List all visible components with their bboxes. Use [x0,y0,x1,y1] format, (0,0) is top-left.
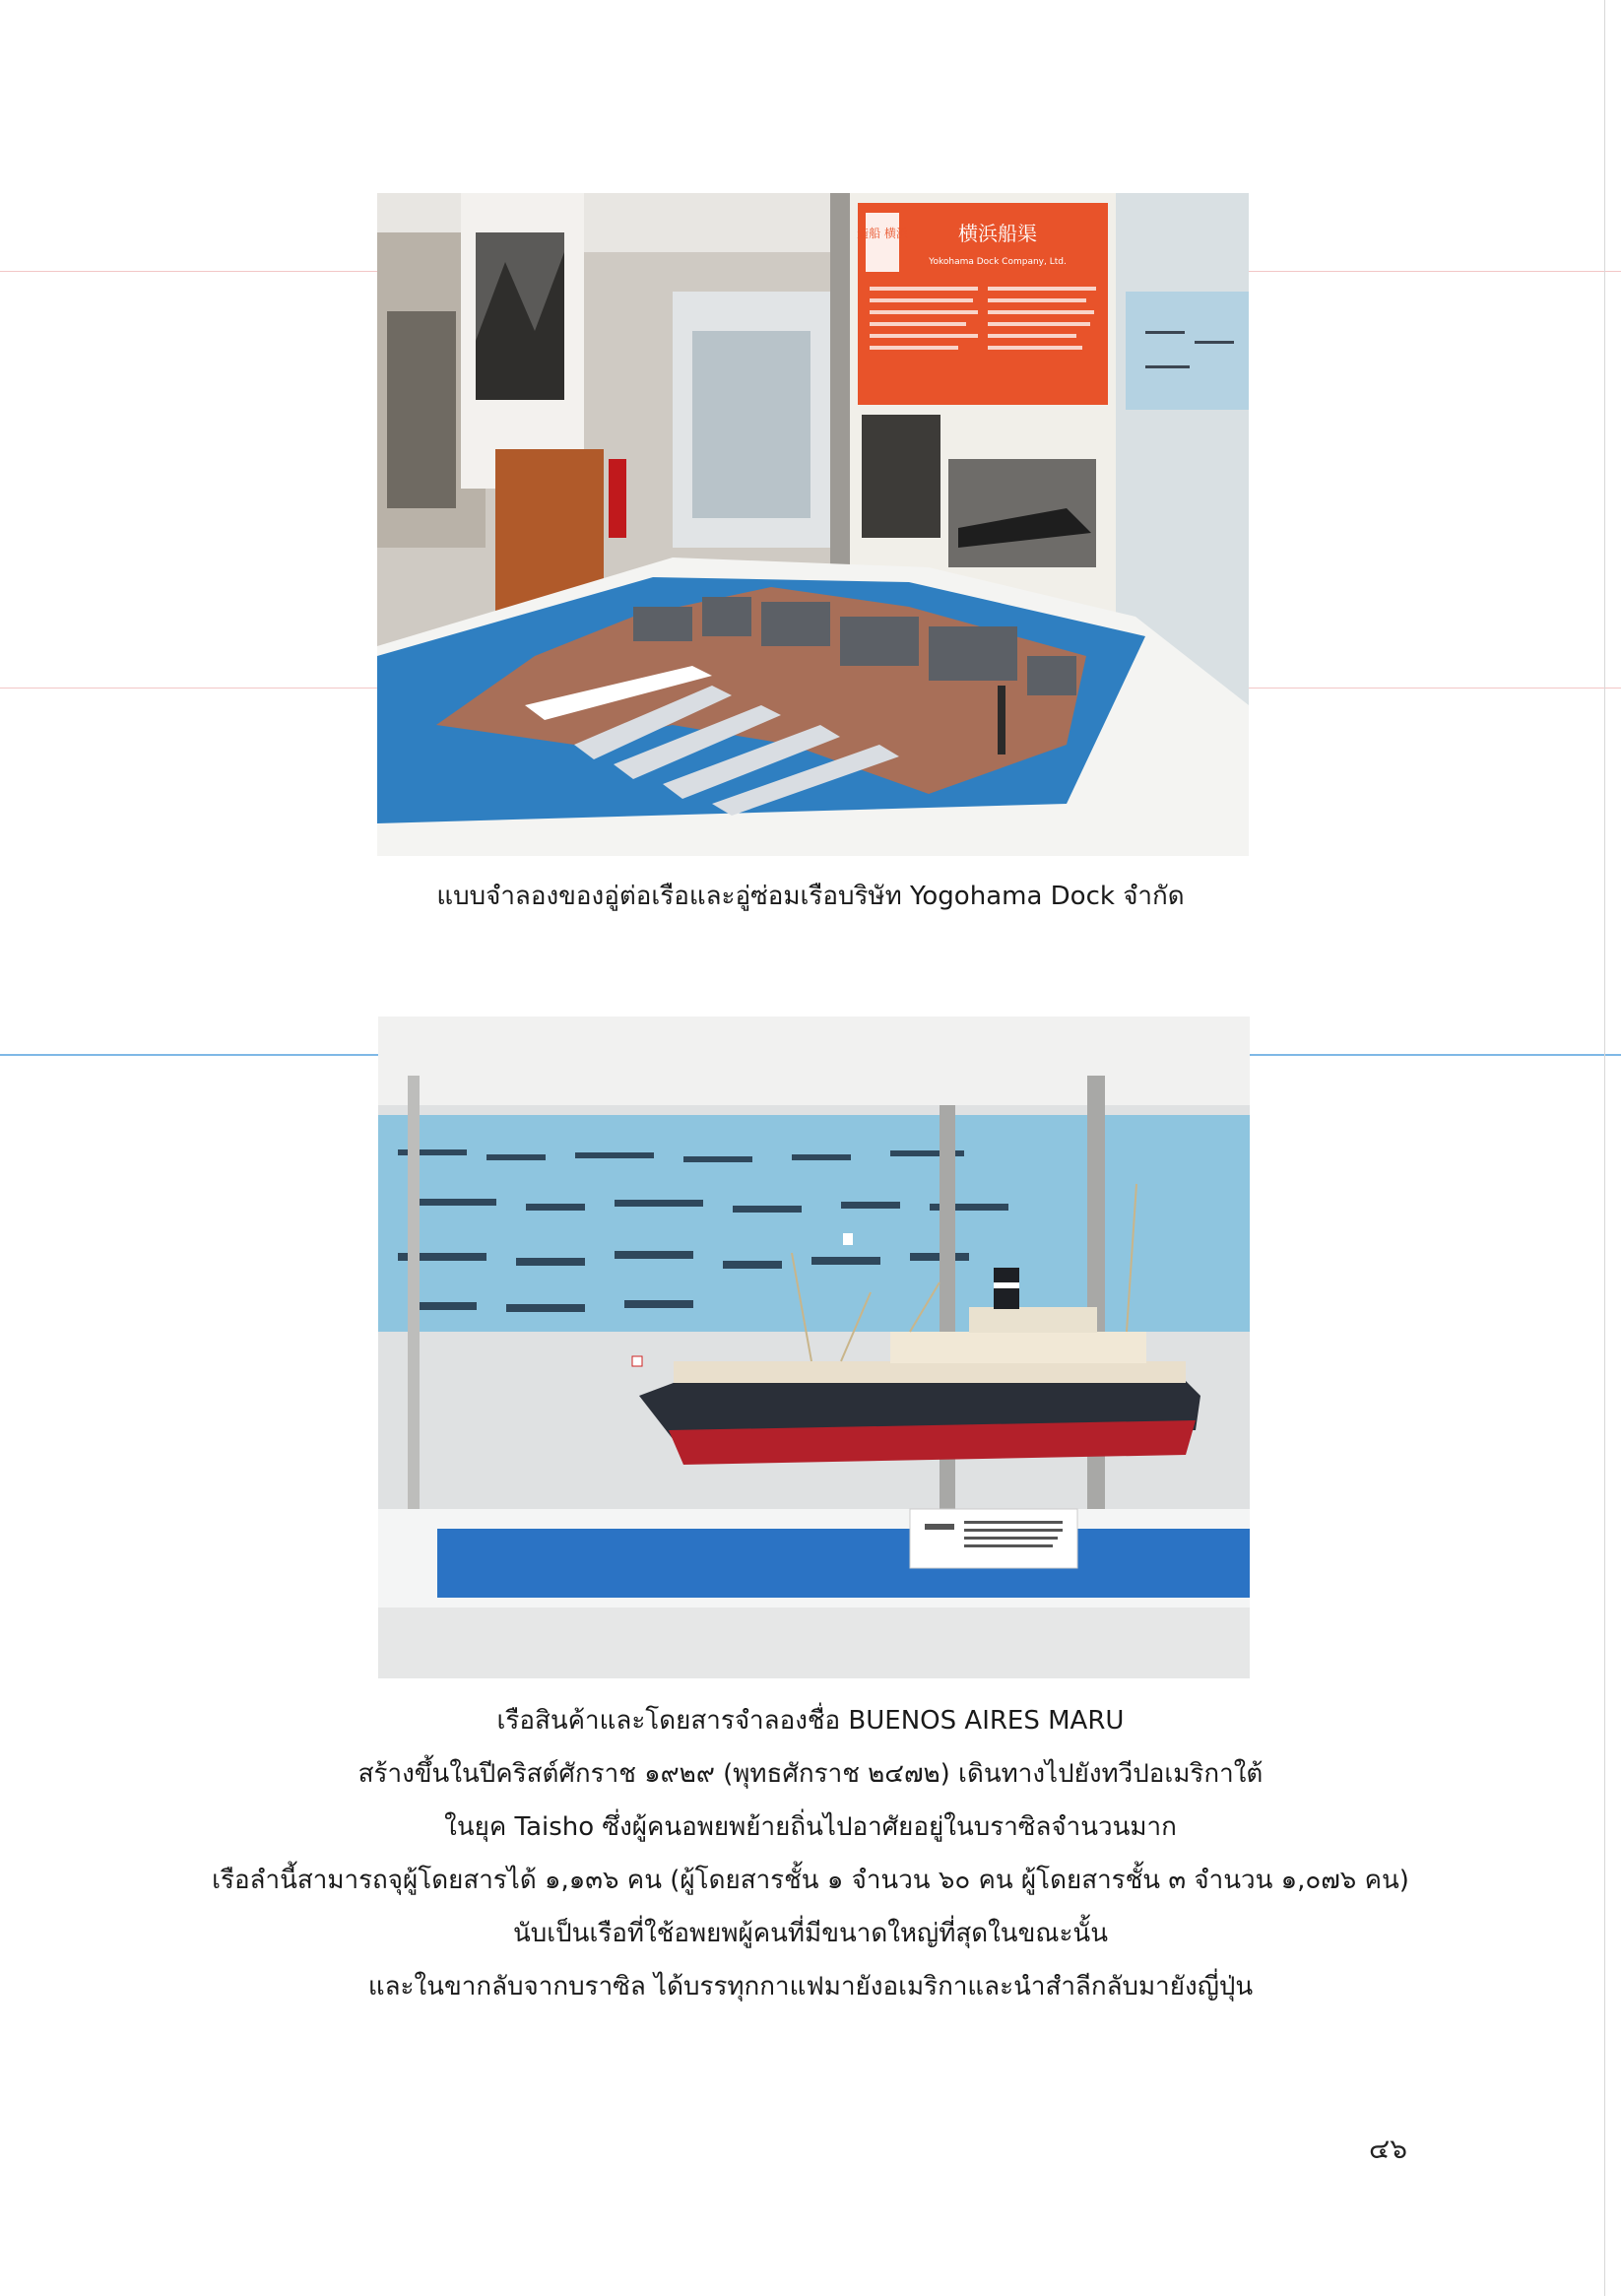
caption-line-5: นับเป็นเรือที่ใช้อพยพผู้คนที่มีขนาดใหญ่ที่สุดในขณะนั้น [513,1919,1108,1948]
caption-line: แบบจำลองของอู่ต่อเรือและอู่ซ่อมเรือบริษัท Yogohama Dock จำกัด [436,882,1185,911]
sign-seal-text: 造船 横浜 [857,227,908,240]
caption-line-6: และในขากลับจากบราซิล ได้บรรทุกกาแฟมายังอเมริกาและนำสำลีกลับมายังญี่ปุ่น [367,1972,1254,2001]
caption-line-2: สร้างขึ้นในปีคริสต์ศักราช ๑๙๒๙ (พุทธศักราช ๒๔๗๒) เดินทางไปยังทวีปอเมริกาใต้ [357,1759,1264,1789]
dockyard-model-photo [377,193,1249,856]
figure-caption-2 [0,1694,1621,2013]
ship-model-photo [378,1017,1250,1678]
figure-caption-1 [0,870,1621,923]
caption-line-3: ในยุค Taisho ซึ่งผู้คนอพยพย้ายถิ่นไปอาศัยอยู่ในบราซิลจำนวนมาก [444,1812,1177,1842]
ship-silhouette-wall [378,1115,1250,1332]
sign-title-jp: 横浜船渠 [958,222,1037,245]
page-number: ๔๖ [1369,2132,1407,2165]
caption-line-1: เรือสินค้าและโดยสารจำลองชื่อ BUENOS AIRES MARU [496,1706,1125,1736]
sign-title-en: Yokohama Dock Company, Ltd. [929,257,1067,267]
caption-line-4: เรือลำนี้สามารถจุผู้โดยสารได้ ๑,๑๓๖ คน (ผู้โดยสารชั้น ๑ จำนวน ๖๐ คน ผู้โดยสารชั้น ๓ จำนวน ๑,๐๗๖ คน) [212,1866,1409,1895]
